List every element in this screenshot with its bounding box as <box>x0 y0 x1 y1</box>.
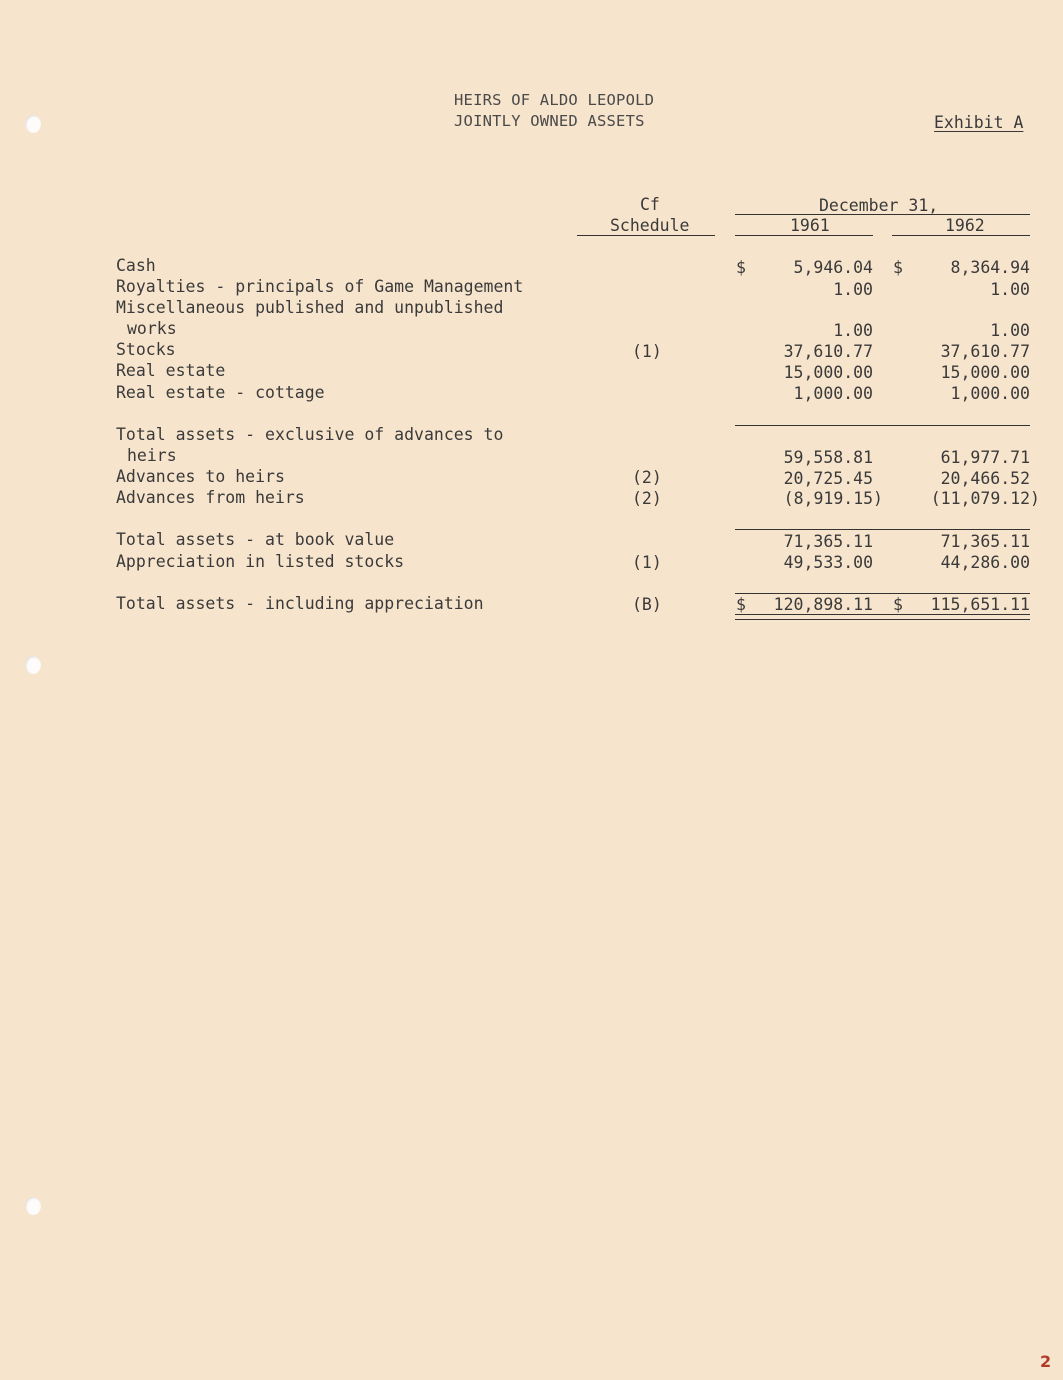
cf-total-incl: (B) <box>632 595 662 614</box>
value-1962-total-incl: 115,651.11 <box>930 595 1030 614</box>
binder-hole-top <box>25 115 41 133</box>
row-label-total-excl-line1: Total assets - exclusive of advances to <box>116 425 504 444</box>
value-1961-total-book: 71,365.11 <box>783 532 873 551</box>
value-1962-total-excl: 61,977.71 <box>940 448 1030 467</box>
value-1961-cash: 5,946.04 <box>793 258 873 277</box>
value-1962-appreciation: 44,286.00 <box>940 553 1030 572</box>
cf-appreciation: (1) <box>632 553 662 572</box>
value-1961-stocks: 37,610.77 <box>783 342 873 361</box>
row-label-misc-line2: works <box>127 319 177 338</box>
exhibit-label: Exhibit A <box>934 113 1024 132</box>
value-1961-total-excl: 59,558.81 <box>783 448 873 467</box>
row-label-stocks: Stocks <box>116 340 176 359</box>
row-label-total-incl: Total assets - including appreciation <box>116 594 484 613</box>
grand-total-top-rule <box>735 593 1030 594</box>
currency-1962-cash: $ <box>893 258 903 277</box>
row-label-appreciation: Appreciation in listed stocks <box>116 552 405 571</box>
value-1962-misc: 1.00 <box>990 321 1030 340</box>
value-1962-stocks: 37,610.77 <box>940 342 1030 361</box>
grand-total-double-rule <box>735 614 1030 620</box>
year-1961-rule <box>735 235 873 236</box>
value-1962-cash: 8,364.94 <box>950 258 1030 277</box>
row-label-advances-to: Advances to heirs <box>116 467 285 486</box>
value-1961-appreciation: 49,533.00 <box>783 553 873 572</box>
value-1962-real-estate: 15,000.00 <box>940 363 1030 382</box>
value-1962-royalties: 1.00 <box>990 280 1030 299</box>
row-label-royalties: Royalties - principals of Game Management <box>116 277 524 296</box>
value-1962-total-book: 71,365.11 <box>940 532 1030 551</box>
binder-hole-bottom <box>25 1197 41 1215</box>
cf-stocks: (1) <box>632 342 662 361</box>
year-1962-rule <box>892 235 1030 236</box>
row-label-total-excl-line2: heirs <box>127 446 177 465</box>
currency-1961-total-incl: $ <box>736 595 746 614</box>
year-1962-header: 1962 <box>945 216 985 235</box>
schedule-header-rule <box>577 235 715 236</box>
document-subtitle: JOINTLY OWNED ASSETS <box>454 112 645 130</box>
cf-advances-from: (2) <box>632 489 662 508</box>
value-1961-real-estate: 15,000.00 <box>783 363 873 382</box>
binder-hole-middle <box>25 656 41 674</box>
value-1961-royalties: 1.00 <box>833 280 873 299</box>
schedule-header: Schedule <box>610 216 690 235</box>
cf-header: Cf <box>640 195 660 214</box>
date-header-rule <box>735 214 1030 215</box>
currency-1961-cash: $ <box>736 258 746 277</box>
book-value-rule <box>735 529 1030 530</box>
subtotal-rule <box>735 425 1030 426</box>
value-1961-misc: 1.00 <box>833 321 873 340</box>
value-1961-advances-to: 20,725.45 <box>783 469 873 488</box>
currency-1962-total-incl: $ <box>893 595 903 614</box>
row-label-advances-from: Advances from heirs <box>116 488 305 507</box>
row-label-real-estate: Real estate <box>116 361 226 380</box>
document-title: HEIRS OF ALDO LEOPOLD <box>454 91 655 109</box>
value-1961-real-estate-cottage: 1,000.00 <box>793 384 873 403</box>
page-number: 2 <box>1040 1352 1052 1371</box>
cf-advances-to: (2) <box>632 468 662 487</box>
row-label-misc-line1: Miscellaneous published and unpublished <box>116 298 504 317</box>
value-1961-advances-from: (8,919.15) <box>783 489 883 508</box>
year-1961-header: 1961 <box>790 216 830 235</box>
row-label-real-estate-cottage: Real estate - cottage <box>116 383 325 402</box>
value-1961-total-incl: 120,898.11 <box>773 595 873 614</box>
value-1962-advances-to: 20,466.52 <box>940 469 1030 488</box>
row-label-cash: Cash <box>116 256 156 275</box>
value-1962-real-estate-cottage: 1,000.00 <box>950 384 1030 403</box>
date-header: December 31, <box>819 196 939 215</box>
row-label-total-book: Total assets - at book value <box>116 530 395 549</box>
value-1962-advances-from: (11,079.12) <box>930 489 1040 508</box>
